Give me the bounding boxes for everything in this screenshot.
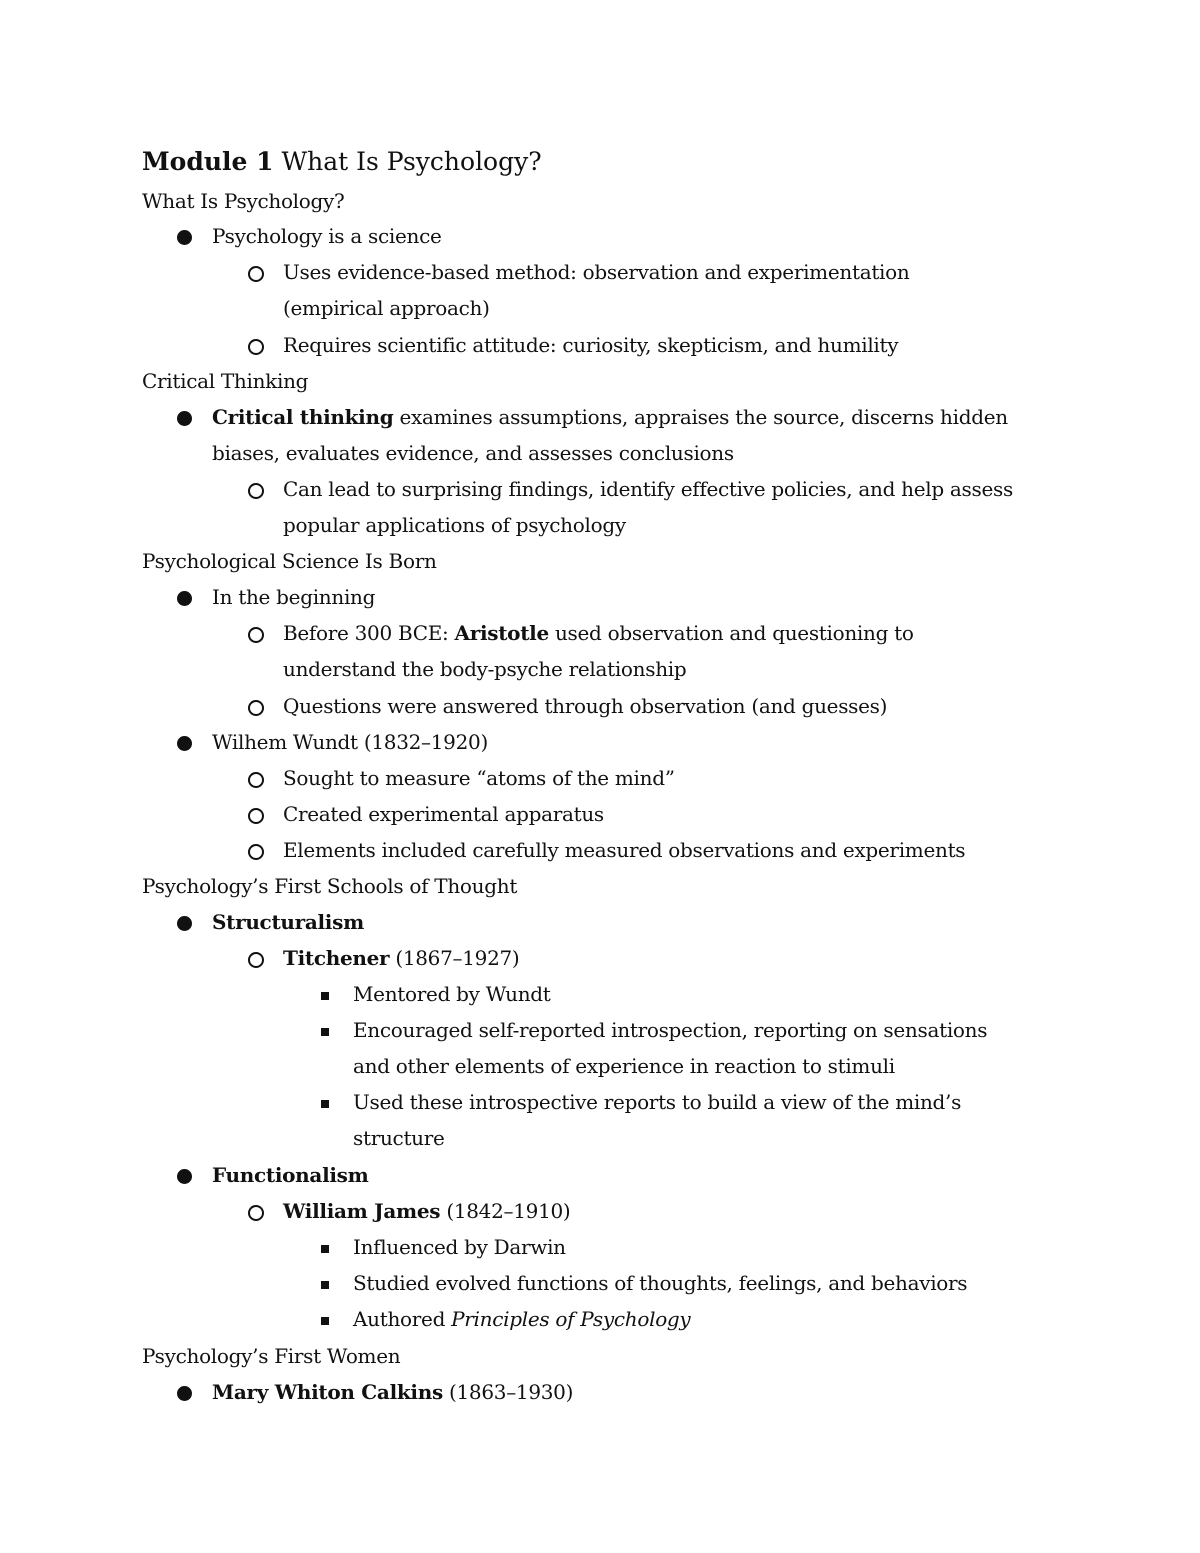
list-item-text: Authored (353, 1307, 452, 1331)
list-item: Encouraged self-reported introspection, reporting on sensations (353, 1018, 988, 1042)
term-aristotle: Aristotle (454, 621, 549, 645)
bullet-disc-icon (177, 411, 192, 426)
list-item: Elements included carefully measured observations and experiments (283, 838, 966, 862)
list-item: Used these introspective reports to build a view of the mind’s (353, 1090, 962, 1114)
bullet-disc-icon (177, 1386, 192, 1401)
list-item: Uses evidence-based method: observation and experimentation (283, 260, 910, 284)
title-module-label: Module 1 (142, 147, 274, 176)
term-titchener: Titchener (283, 946, 390, 970)
list-item (283, 1193, 570, 1229)
list-item (283, 615, 914, 651)
bullet-circle-icon (248, 700, 264, 716)
bullet-square-icon (321, 1245, 329, 1253)
bullet-disc-icon (177, 736, 192, 751)
term-mary-whiton-calkins: Mary Whiton Calkins (212, 1380, 443, 1404)
bullet-disc-icon (177, 230, 192, 245)
list-item: Questions were answered through observation (and guesses) (283, 694, 888, 718)
list-item (353, 1301, 690, 1337)
list-item-continuation: (empirical approach) (283, 296, 490, 320)
bullet-square-icon (321, 1281, 329, 1289)
bullet-square-icon (321, 1317, 329, 1325)
bullet-circle-icon (248, 339, 264, 355)
list-item: Requires scientific attitude: curiosity, skepticism, and humility (283, 333, 899, 357)
list-item: Created experimental apparatus (283, 802, 604, 826)
section-heading-critical-thinking: Critical Thinking (142, 369, 309, 393)
page-title (142, 140, 542, 184)
list-item: Structuralism (212, 910, 364, 934)
bullet-circle-icon (248, 844, 264, 860)
bullet-square-icon (321, 1028, 329, 1036)
list-item: Wilhem Wundt (1832–1920) (212, 730, 488, 754)
bullet-circle-icon (248, 266, 264, 282)
bullet-circle-icon (248, 808, 264, 824)
list-item-continuation: popular applications of psychology (283, 513, 626, 537)
list-item-continuation: biases, evaluates evidence, and assesses conclusions (212, 441, 734, 465)
list-item: In the beginning (212, 585, 376, 609)
section-heading-first-women: Psychology’s First Women (142, 1344, 401, 1368)
list-item: Psychology is a science (212, 224, 442, 248)
list-item: Sought to measure “atoms of the mind” (283, 766, 675, 790)
bullet-circle-icon (248, 1205, 264, 1221)
section-heading-science-is-born: Psychological Science Is Born (142, 549, 437, 573)
book-title: Principles of Psychology (451, 1307, 691, 1331)
list-item (283, 940, 519, 976)
list-item-text: (1867–1927) (389, 946, 520, 970)
section-heading-schools-of-thought: Psychology’s First Schools of Thought (142, 874, 518, 898)
bullet-circle-icon (248, 952, 264, 968)
list-item-text: examines assumptions, appraises the source, discerns hidden (393, 405, 1008, 429)
bullet-disc-icon (177, 916, 192, 931)
list-item-continuation: and other elements of experience in reaction to stimuli (353, 1054, 895, 1078)
bullet-disc-icon (177, 1169, 192, 1184)
term-william-james: William James (283, 1199, 441, 1223)
bullet-square-icon (321, 1100, 329, 1108)
list-item-text: Before 300 BCE: (283, 621, 455, 645)
list-item-text: (1842–1910) (440, 1199, 571, 1223)
bullet-circle-icon (248, 627, 264, 643)
list-item: Studied evolved functions of thoughts, feelings, and behaviors (353, 1271, 968, 1295)
list-item: Mentored by Wundt (353, 982, 551, 1006)
bullet-circle-icon (248, 483, 264, 499)
bullet-disc-icon (177, 591, 192, 606)
list-item-continuation: structure (353, 1126, 445, 1150)
title-text: What Is Psychology? (273, 147, 542, 176)
list-item (212, 1374, 573, 1410)
term-critical-thinking: Critical thinking (212, 405, 394, 429)
list-item-text: (1863–1930) (442, 1380, 574, 1404)
list-item-continuation: understand the body-psyche relationship (283, 657, 687, 681)
list-item (212, 399, 1008, 435)
list-item: Functionalism (212, 1163, 369, 1187)
section-heading-what-is-psychology: What Is Psychology? (142, 189, 345, 213)
bullet-circle-icon (248, 772, 264, 788)
bullet-square-icon (321, 992, 329, 1000)
list-item: Influenced by Darwin (353, 1235, 566, 1259)
list-item-text: used observation and questioning to (548, 621, 914, 645)
list-item: Can lead to surprising findings, identify effective policies, and help assess (283, 477, 1013, 501)
